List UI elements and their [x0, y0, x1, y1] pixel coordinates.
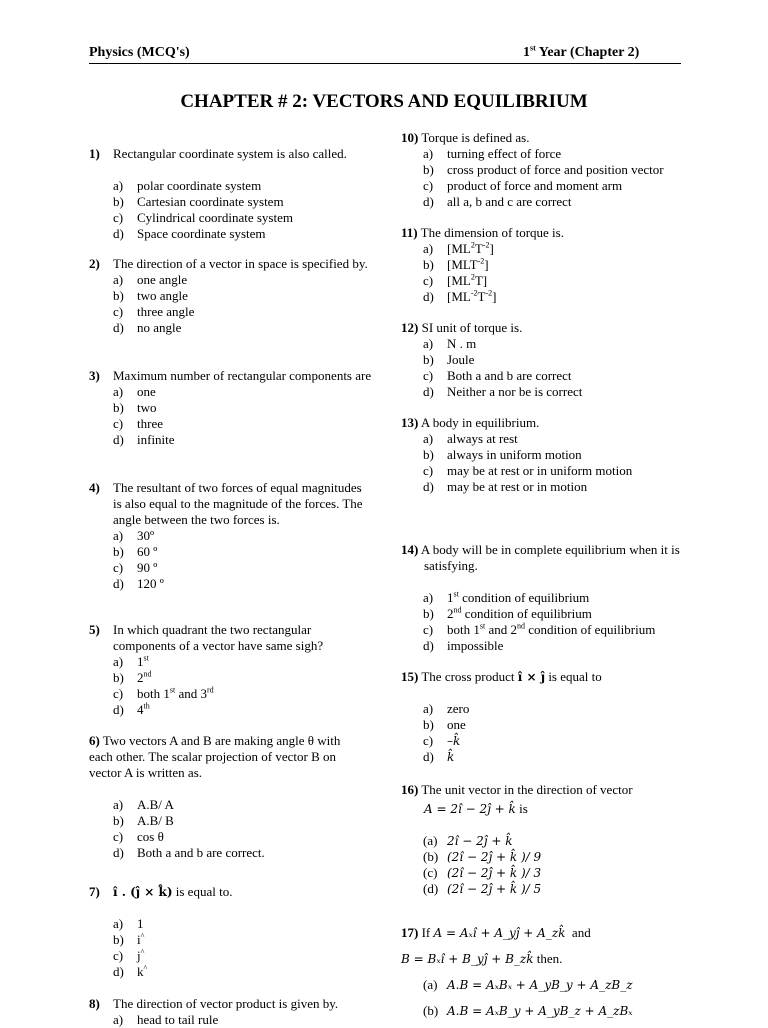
text: st — [453, 589, 459, 599]
option — [89, 288, 379, 304]
text: three angle — [137, 304, 195, 319]
text: 11) — [401, 225, 418, 240]
text: 16) — [401, 782, 419, 797]
question-13 — [401, 415, 691, 495]
text: may be at rest or in uniform motion — [447, 463, 633, 478]
question-14 — [401, 542, 691, 654]
option-letter: b) — [113, 544, 124, 559]
text: 2î − 2ĵ + k̂ — [447, 834, 513, 848]
text: cross product of force and position vector — [447, 162, 664, 177]
text — [401, 946, 691, 972]
option — [89, 528, 379, 544]
option — [401, 368, 691, 384]
text: Both a and b are correct — [447, 368, 572, 383]
text: Rectangular coordinate system is also called. — [113, 146, 347, 161]
question-stem — [89, 256, 379, 272]
text: [ML — [447, 241, 471, 256]
text: cos θ — [137, 829, 164, 844]
option — [89, 1012, 379, 1028]
option-letter: (a) — [423, 977, 438, 992]
text: 2 — [470, 272, 475, 282]
option — [89, 686, 379, 702]
text: 2 — [470, 240, 475, 250]
text: impossible — [447, 638, 504, 653]
question-3 — [89, 368, 379, 448]
header-subject: Physics (MCQ's) — [89, 45, 190, 60]
text — [401, 574, 691, 590]
text: Space coordinate system — [137, 226, 266, 241]
text: ^ — [140, 947, 145, 957]
text: The unit vector in the direction of vector — [418, 782, 633, 797]
option — [89, 702, 379, 718]
option-letter: c) — [423, 273, 434, 288]
text: A.B = AₓBₓ + A_yB_y + A_zB_z — [447, 978, 633, 992]
option — [401, 431, 691, 447]
text — [89, 162, 379, 178]
text: –k̂ — [447, 734, 461, 748]
option-letter: d) — [423, 289, 434, 304]
text: 1 — [137, 654, 144, 669]
text: is equal to. — [172, 884, 233, 899]
text: condition of equilibrium — [461, 606, 592, 621]
text: Year (Chapter 2) — [535, 45, 640, 60]
text: k̂ — [447, 750, 455, 764]
option — [401, 352, 691, 368]
question-7 — [89, 884, 379, 980]
text: rd — [207, 685, 214, 695]
text: (2î − 2ĵ + k̂ )/ 9 — [447, 850, 542, 864]
question-stem — [89, 146, 379, 162]
option — [401, 273, 691, 289]
option-letter: c) — [423, 733, 434, 748]
text: The dimension of torque is. — [417, 225, 564, 240]
option — [401, 881, 691, 897]
text: 17) — [401, 925, 419, 940]
text: A.B/ A — [137, 797, 174, 812]
option-letter: b) — [113, 288, 124, 303]
question-stem — [89, 480, 368, 528]
text: (2î − 2ĵ + k̂ )/ 5 — [447, 882, 542, 896]
option-letter: a) — [423, 431, 434, 446]
question-number: 5) — [89, 622, 100, 637]
text: î × ĵ — [517, 670, 546, 684]
text: A.B/ B — [137, 813, 174, 828]
option-letter: a) — [423, 590, 434, 605]
text: Cylindrical coordinate system — [137, 210, 293, 225]
text: then. — [533, 951, 563, 966]
text: 15) — [401, 669, 419, 684]
text: ^ — [140, 931, 145, 941]
text: polar coordinate system — [137, 178, 262, 193]
text — [401, 817, 691, 833]
question-stem — [89, 884, 379, 900]
option-letter: d) — [423, 384, 434, 399]
option-letter: a) — [113, 654, 124, 669]
text: always at rest — [447, 431, 518, 446]
question-16 — [401, 782, 691, 897]
question-stem — [89, 996, 379, 1012]
option-letter: d) — [423, 479, 434, 494]
option-a — [89, 178, 379, 194]
question-6 — [89, 733, 379, 861]
option-letter: c) — [113, 304, 124, 319]
text: 4 — [137, 702, 144, 717]
text: A = 2î − 2ĵ + k̂ — [424, 802, 516, 816]
text: Both a and b are correct. — [137, 845, 265, 860]
text: one — [447, 717, 466, 732]
text: and 3 — [175, 686, 207, 701]
option — [401, 146, 691, 162]
text: no angle — [137, 320, 182, 335]
text: 10) — [401, 130, 419, 145]
text: 14) — [401, 542, 419, 557]
text — [401, 542, 684, 574]
text: and — [571, 925, 591, 940]
option-letter: b) — [423, 162, 434, 177]
question-8 — [89, 996, 379, 1028]
text: If — [418, 925, 434, 940]
option — [89, 432, 379, 448]
text — [401, 685, 691, 701]
question-5 — [89, 622, 379, 718]
option — [401, 972, 691, 998]
option — [89, 797, 379, 813]
text: two — [137, 400, 157, 415]
text: th — [143, 701, 150, 711]
option-letter: c) — [423, 368, 434, 383]
option-letter: d) — [423, 749, 434, 764]
text: SI unit of torque is. — [418, 320, 523, 335]
option — [401, 717, 691, 733]
text: both 1 — [137, 686, 170, 701]
question-4 — [89, 480, 379, 592]
text: 6) — [89, 733, 100, 748]
option-b — [89, 194, 379, 210]
text: nd — [453, 605, 462, 615]
option — [401, 606, 691, 622]
text: 1 — [447, 590, 454, 605]
option — [401, 638, 691, 654]
option-letter: c) — [113, 210, 124, 225]
option-letter: (d) — [423, 881, 439, 896]
text: The resultant of two forces of equal magnitudes is also equal to the magnitude of the forces. The angle between the two forces is. — [113, 480, 363, 527]
option — [401, 865, 691, 881]
option — [401, 162, 691, 178]
text: infinite — [137, 432, 175, 447]
text: The cross product — [418, 669, 518, 684]
text: 120 º — [137, 576, 164, 591]
text — [401, 920, 691, 946]
text: 12) — [401, 320, 419, 335]
option — [89, 560, 379, 576]
text: B = Bₓî + B_yĵ + B_zk̂ — [401, 952, 534, 966]
option — [89, 829, 379, 845]
text: turning effect of force — [447, 146, 562, 161]
option-letter: b) — [423, 717, 434, 732]
option-letter: c) — [423, 178, 434, 193]
option — [401, 194, 691, 210]
option-letter: d) — [113, 845, 124, 860]
option-letter: (b) — [423, 1003, 439, 1018]
option-letter: c) — [113, 560, 124, 575]
text: Maximum number of rectangular components are — [113, 368, 372, 383]
option-letter: b) — [113, 194, 124, 209]
question-number: 4) — [89, 480, 100, 495]
text: [ML — [447, 273, 471, 288]
option-letter: a) — [423, 241, 434, 256]
text — [401, 130, 691, 146]
option — [89, 932, 379, 948]
text: T] — [474, 273, 488, 288]
text: -2 — [482, 240, 490, 250]
option-letter: c) — [423, 463, 434, 478]
text — [401, 782, 691, 798]
question-1 — [89, 146, 379, 242]
text: is — [515, 801, 528, 816]
question-17 — [401, 920, 691, 1024]
page-title: CHAPTER # 2: VECTORS AND EQUILIBRIUM — [180, 91, 588, 112]
option — [89, 384, 379, 400]
text — [401, 669, 691, 685]
text: ^ — [143, 963, 148, 973]
option-letter: c) — [113, 948, 124, 963]
option — [89, 400, 379, 416]
option — [89, 576, 379, 592]
text: A = Aₓî + A_yĵ + A_zk̂ — [433, 926, 566, 940]
option-letter: b) — [113, 813, 124, 828]
option-letter: (b) — [423, 849, 439, 864]
option-letter: d) — [113, 702, 124, 717]
text: 60 º — [137, 544, 158, 559]
text: three — [137, 416, 163, 431]
text: st — [479, 621, 486, 631]
text: Torque is defined as. — [418, 130, 530, 145]
text: Neither a nor be is correct — [447, 384, 583, 399]
option — [401, 241, 691, 257]
text: -2 — [470, 288, 478, 298]
question-number: 2) — [89, 256, 100, 271]
option — [401, 463, 691, 479]
option-letter: (a) — [423, 833, 438, 848]
option — [401, 622, 691, 638]
option-letter: a) — [113, 178, 124, 193]
option-letter: b) — [423, 606, 434, 621]
text: 30º — [137, 528, 155, 543]
option-letter: c) — [423, 622, 434, 637]
text: The direction of a vector in space is specified by. — [113, 256, 368, 271]
text: st — [169, 685, 176, 695]
question-number: 7) — [89, 884, 100, 899]
option-letter: a) — [113, 1012, 124, 1027]
option — [89, 813, 379, 829]
text: T — [477, 289, 486, 304]
text: [ML — [447, 289, 471, 304]
question-12 — [401, 320, 691, 400]
option — [401, 479, 691, 495]
text: (2î − 2ĵ + k̂ )/ 3 — [447, 866, 542, 880]
text: 2 — [137, 670, 144, 685]
option — [401, 336, 691, 352]
text: nd — [517, 621, 525, 631]
option-letter: a) — [113, 916, 124, 931]
text: and 2 — [485, 622, 517, 637]
text: may be at rest or in motion — [447, 479, 588, 494]
question-15 — [401, 669, 691, 765]
text: T — [474, 241, 483, 256]
text: st — [530, 43, 536, 53]
option-letter: a) — [113, 528, 124, 543]
option — [89, 948, 379, 964]
text: Cartesian coordinate system — [137, 194, 284, 209]
text: j — [137, 948, 141, 963]
option-letter: d) — [113, 432, 124, 447]
text: Two vectors A and B are making angle θ with each other. The scalar projection of vector B on vector A is written as. — [89, 733, 341, 780]
option — [401, 384, 691, 400]
text: 1 — [137, 916, 144, 931]
text: both 1 — [447, 622, 480, 637]
text: all a, b and c are correct — [447, 194, 572, 209]
option-letter: d) — [113, 576, 124, 591]
option — [89, 670, 379, 686]
option — [89, 320, 379, 336]
text: i — [137, 932, 141, 947]
question-10 — [401, 130, 691, 210]
option — [401, 701, 691, 717]
question-11 — [401, 225, 691, 305]
option-letter: d) — [423, 638, 434, 653]
option-letter: a) — [423, 701, 434, 716]
text: -2 — [477, 256, 485, 266]
option-letter: b) — [113, 932, 124, 947]
option — [401, 447, 691, 463]
text: N . m — [447, 336, 477, 351]
option — [401, 749, 691, 765]
text — [89, 733, 364, 781]
text: A body will be in complete equilibrium when it is satisfying. — [418, 542, 680, 573]
option-letter: b) — [113, 670, 124, 685]
header-chapter — [523, 45, 639, 61]
question-stem — [89, 368, 379, 384]
option-letter: a) — [113, 384, 124, 399]
text: î . (ĵ × k̂) — [113, 885, 173, 899]
option-letter: d) — [113, 320, 124, 335]
option-letter: (c) — [423, 865, 438, 880]
option — [89, 272, 379, 288]
text: zero — [447, 701, 470, 716]
text: 2 — [447, 606, 454, 621]
option-letter: b) — [423, 352, 434, 367]
option-letter: d) — [113, 964, 124, 979]
option-letter: a) — [113, 797, 124, 812]
option-letter: b) — [423, 257, 434, 272]
option — [401, 590, 691, 606]
option-c — [89, 210, 379, 226]
text: ] — [492, 289, 497, 304]
text: A body in equilibrium. — [418, 415, 540, 430]
option-letter: a) — [113, 272, 124, 287]
question-number: 8) — [89, 996, 100, 1011]
header-divider — [89, 63, 681, 64]
text — [89, 781, 379, 797]
text — [401, 320, 691, 336]
option — [401, 178, 691, 194]
text — [401, 801, 691, 817]
text: [MLT — [447, 257, 478, 272]
option — [89, 916, 379, 932]
question-number: 3) — [89, 368, 100, 383]
option-letter: d) — [423, 194, 434, 209]
text: nd — [143, 669, 152, 679]
option-letter: b) — [423, 447, 434, 462]
option-letter: a) — [423, 336, 434, 351]
text — [401, 225, 691, 241]
option — [401, 849, 691, 865]
text: condition of equilibrium — [458, 590, 590, 605]
option-d — [89, 226, 379, 242]
option — [401, 257, 691, 273]
text: product of force and moment arm — [447, 178, 623, 193]
option-letter: c) — [113, 686, 124, 701]
question-number: 1) — [89, 146, 100, 161]
text: always in uniform motion — [447, 447, 582, 462]
option — [89, 845, 379, 861]
option — [89, 964, 379, 980]
option-letter: c) — [113, 829, 124, 844]
question-stem — [89, 622, 373, 654]
option-letter: c) — [113, 416, 124, 431]
option — [89, 304, 379, 320]
text: ] — [489, 241, 494, 256]
text — [89, 900, 379, 916]
text: k — [137, 964, 144, 979]
option — [401, 733, 691, 749]
text: 90 º — [137, 560, 158, 575]
option — [401, 289, 691, 305]
text: one angle — [137, 272, 188, 287]
text: Joule — [447, 352, 475, 367]
text: -2 — [485, 288, 493, 298]
option-letter: b) — [113, 400, 124, 415]
text: condition of equilibrium — [525, 622, 656, 637]
text: one — [137, 384, 156, 399]
text: 13) — [401, 415, 419, 430]
text: ] — [484, 257, 489, 272]
text: st — [143, 653, 149, 663]
option — [89, 654, 379, 670]
text: In which quadrant the two rectangular components of a vector have same sigh? — [113, 622, 324, 653]
text — [401, 415, 691, 431]
option — [89, 416, 379, 432]
option — [401, 998, 691, 1024]
option-letter: a) — [423, 146, 434, 161]
text: The direction of vector product is given by. — [113, 996, 339, 1011]
text: is equal to — [545, 669, 602, 684]
text: head to tail rule — [137, 1012, 219, 1027]
question-2 — [89, 256, 379, 336]
option — [89, 544, 379, 560]
text: two angle — [137, 288, 188, 303]
text: A.B = AₓB_y + A_yB_z + A_zBₓ — [447, 1004, 633, 1018]
option-letter: d) — [113, 226, 124, 241]
option — [401, 833, 691, 849]
text: 1 — [523, 45, 530, 60]
